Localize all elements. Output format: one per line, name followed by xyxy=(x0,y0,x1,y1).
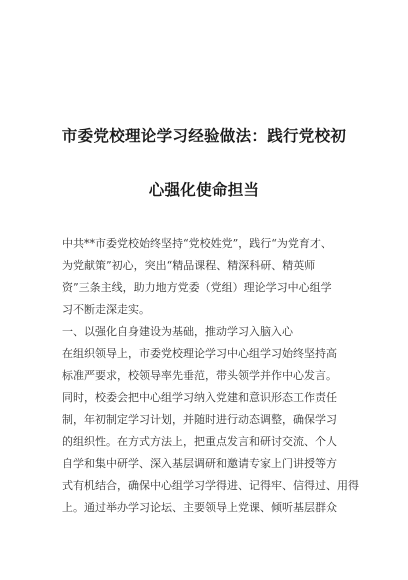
paragraph-1-line-3: 资”三条主线，助力地方党委（党组）理论学习中心组学 xyxy=(62,281,332,294)
section-1-heading: 一、以强化自身建设为基础，推动学习入脑入心 xyxy=(62,325,293,338)
paragraph-1-line-2: 为党献策”初心，突出“精品课程、精深科研、精英师 xyxy=(62,259,316,272)
paragraph-2-line-8: 上。通过举办学习论坛、主要领导上党课、倾听基层群众 xyxy=(62,501,337,514)
paragraph-2-line-7: 式有机结合，确保中心组学习学得进、记得牢、信得过、用得 xyxy=(62,479,359,492)
paragraph-2-line-6: 自学和集中研学、深入基层调研和邀请专家上门讲授等方 xyxy=(62,457,337,470)
paragraph-2-line-3: 同时，校委会把中心组学习纳入党建和意识形态工作责任 xyxy=(62,391,337,404)
paragraph-1-line-4: 习不断走深走实。 xyxy=(62,303,150,316)
document-title-line-1: 市委党校理论学习经验做法：践行党校初 xyxy=(61,126,347,145)
paragraph-1-line-1: 中共**市委党校始终坚持“党校姓党”，践行“为党育才、 xyxy=(62,237,332,250)
paragraph-2-line-5: 的组织性。在方式方法上，把重点发言和研讨交流、个人 xyxy=(62,435,337,448)
paragraph-2-line-4: 制，年初制定学习计划，并随时进行动态调整，确保学习 xyxy=(62,413,337,426)
document-title-line-2: 心强化使命担当 xyxy=(148,180,260,199)
paragraph-2-line-2: 标准严要求，校领导率先垂范，带头领学并作中心发言。 xyxy=(62,369,337,382)
paragraph-2-line-1: 在组织领导上，市委党校理论学习中心组学习始终坚持高 xyxy=(62,347,337,360)
